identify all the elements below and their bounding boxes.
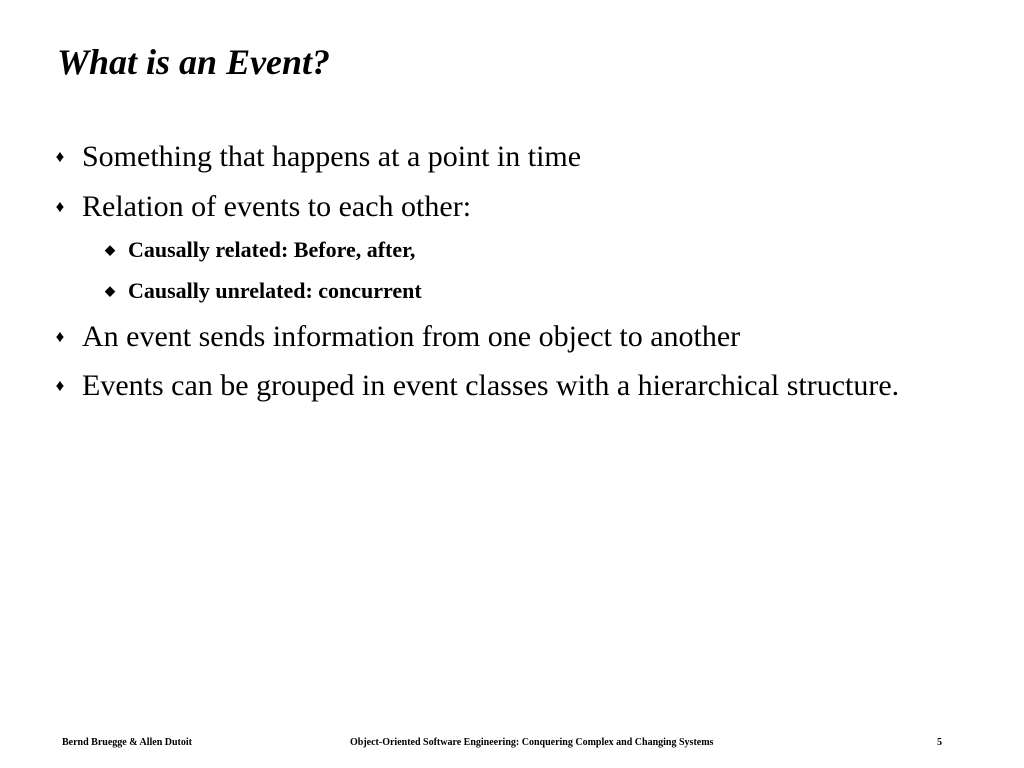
bullet-text: An event sends information from one object to another (82, 320, 741, 353)
bullet-text: Events can be grouped in event classes with a hierarchical structure. (82, 369, 900, 402)
diamond-bullet-icon: ♦ (55, 147, 65, 166)
bullet-text: Relation of events to each other: (82, 190, 472, 223)
diamond-sub-bullet-icon: ◆ (105, 242, 115, 257)
footer-authors: Bernd Bruegge & Allen Dutoit (62, 737, 192, 748)
diamond-sub-bullet-icon: ◆ (105, 283, 115, 298)
footer-page-number: 5 (937, 737, 942, 748)
footer-book-title: Object-Oriented Software Engineering: Conquering Complex and Changing Systems (350, 737, 714, 748)
diamond-bullet-icon: ♦ (55, 376, 65, 395)
diamond-bullet-icon: ♦ (55, 197, 65, 216)
sub-bullet-text: Causally unrelated: concurrent (128, 278, 422, 303)
slide-title: What is an Event? (57, 42, 331, 82)
sub-bullet-text: Causally related: Before, after, (128, 237, 416, 262)
diamond-bullet-icon: ♦ (55, 327, 65, 346)
bullet-text: Something that happens at a point in time (82, 140, 582, 173)
